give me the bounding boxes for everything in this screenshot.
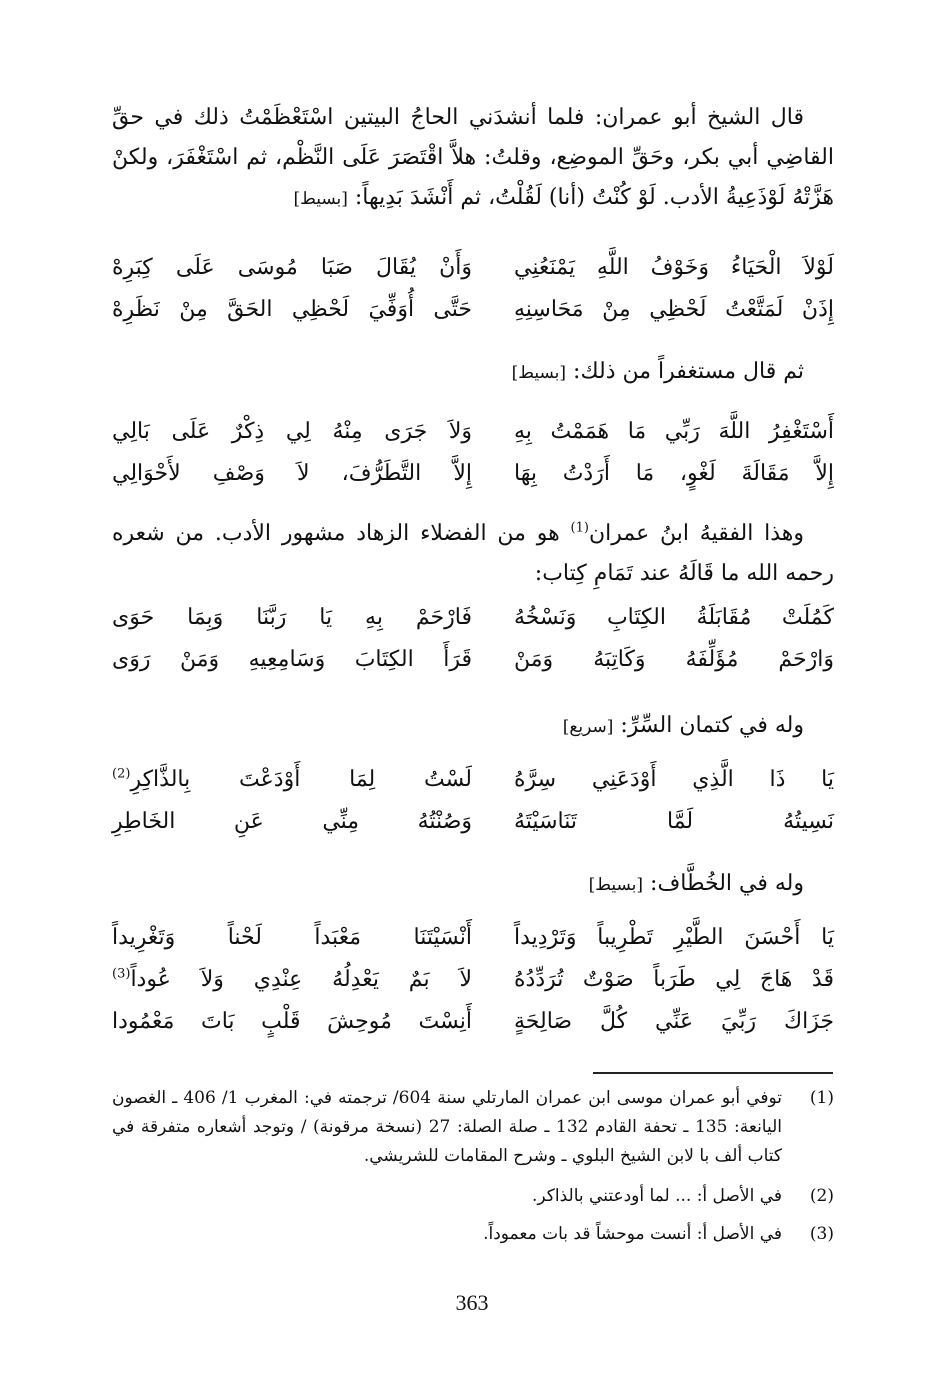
hemistich-text: لَسْتُ لِمَا أَوْدَعْتَ بِالذَّاكِرِ: [130, 767, 472, 792]
meter-label: [بسيط]: [511, 363, 567, 383]
verse-first-hemistich: وَارْحَمْ مُؤَلِّفَهُ وَكَاتِبَهُ وَمَنْ: [514, 647, 834, 672]
intro-text: ثم قال مستغفراً من ذلك:: [573, 359, 804, 384]
footnote-text: في الأصل أ: أنست موحشاً قد بات معموداً.: [483, 1224, 782, 1244]
intro-text: وله في كتمان السِّرِّ:: [620, 713, 804, 738]
verse-line: [112, 802, 834, 842]
verse-first-hemistich: نَسِيتُهُ لَمَّا تَنَاسَيْتَهُ: [514, 809, 834, 834]
verse-line: [112, 454, 834, 494]
footnote-number: (1): [809, 1088, 834, 1108]
verse-second-hemistich: قَرَأَ الكِتَابَ وَسَامِعِيهِ وَمَنْ رَوَى: [112, 647, 472, 672]
verse-line: [112, 598, 834, 638]
meter-label: [بسيط]: [588, 875, 644, 895]
verse-second-hemistich: أَنِسْتَ مُوحِشَ قَلْبٍ بَاتَ مَعْمُودا: [112, 1009, 472, 1034]
verse-second-hemistich: وَلاَ جَرَى مِنْهُ لِي ذِكْرٌ عَلَى بَالِي: [112, 419, 472, 444]
verse-second-hemistich: وَأَنْ يُقَالَ صَبَا مُوسَى عَلَى كِبَرِهْ: [112, 255, 472, 280]
hemistich-text: لاَ بَمٌ يَعْدِلُهُ عِنْدِي وَلاَ عُوداً: [130, 967, 472, 992]
verse-first-hemistich: إِذَنْ لَمَتَّعْتُ لَحْظِي مِنْ مَحَاسِنِهِ: [514, 297, 834, 322]
paragraph-text: قال الشيخ أبو عمران: فلما أنشدَني الحاجُ البيتين اسْتَعْظَمْتُ ذلك في حقِّ القاضِي أبي بكر، وحَقِّ الموضِع، وقلتُ: هلاَّ اقْتَصَرَ عَلَى النَّظْم، ثم اسْتَغْفَرَ، ولكنْ هَزَّتْهُ لَوْذَعِيةُ الأدب. لَوْ كُنْتُ (أنا) لَقُلْتُ، ثم أَنْشَدَ بَدِيهاً:: [112, 105, 834, 210]
verse-second-hemistich: فَارْحَمْ بِهِ يَا رَبَّنَا وَبِمَا حَوَى: [112, 605, 472, 630]
verse-line: [112, 1002, 834, 1042]
footnote-ref: (3): [112, 966, 131, 982]
verse-line: [112, 290, 834, 330]
verse-first-hemistich: كَمُلَتْ مُقَابَلَةُ الكِتَابِ وَنَسْخُهُ: [514, 605, 834, 630]
verse-first-hemistich: يَا ذَا الَّذِي أَوْدَعَنِي سِرَّهُ: [514, 767, 834, 792]
verse-first-hemistich: يَا أَحْسَنَ الطَّيْرِ تَطْرِيباً وَتَرْدِيداً: [514, 925, 834, 950]
meter-label: [بسيط]: [293, 189, 348, 209]
verse-line: [112, 640, 834, 680]
biography-paragraph: [112, 514, 834, 594]
footnote: [112, 1220, 834, 1249]
footnote-text: توفي أبو عمران موسى ابن عمران المارتلي سنة 604/ ترجمته في: المغرب 1/ 406 ـ الغصون اليانعة: 135 ـ تحفة القادم 132 ـ صلة الصلة: 27 (نسخة مرقونة) / وتوجد أشعاره متفرقة في كتاب ألف با لابن الشيخ البلوي ـ وشرح المقامات للشريشي.: [112, 1088, 783, 1166]
verse-second-hemistich: [112, 960, 472, 1000]
verse-second-hemistich: [112, 760, 472, 800]
verse-second-hemistich: وَصُنْتُهُ مِنِّي عَنِ الخَاطِرِ: [112, 809, 472, 834]
verse-first-hemistich: أَسْتَغْفِرُ اللَّهَ رَبِّي مَا هَمَمْتُ بِهِ: [514, 419, 834, 444]
footnote-ref: (2): [112, 766, 131, 782]
footnote-divider: [593, 1072, 833, 1074]
paragraph-text: هو من الفضلاء الزهاد مشهور الأدب. من شعره رحمه الله ما قَالَهُ عند تَمَامِ كِتاب:: [112, 521, 834, 586]
footnote: [112, 1084, 834, 1171]
verse-line: [112, 918, 834, 958]
verse-first-hemistich: جَزَاكَ رَبِّيَ عَنِّي كُلَّ صَالِحَةٍ: [514, 1009, 834, 1034]
footnote-number: (3): [809, 1224, 834, 1244]
verse-line: [112, 412, 834, 452]
footnote-ref: (1): [570, 520, 589, 536]
page-number: 363: [455, 1290, 489, 1315]
verse-line: [112, 248, 834, 288]
poem-intro: [114, 864, 834, 905]
verse-second-hemistich: حَتَّى أُوَفِّيَ لَحْظِي الحَقَّ مِنْ نَظَرِهْ: [112, 297, 472, 322]
verse-second-hemistich: إِلاَّ التَّطَرُّفَ، لاَ وَصْفِ لأَحْوَالِي: [112, 461, 472, 486]
footnote-text: في الأصل أ: ... لما أودعتني بالذاكر.: [532, 1186, 782, 1206]
poem-intro: [114, 706, 834, 747]
verse-line: [112, 760, 834, 800]
verse-first-hemistich: لَوْلاَ الْحَيَاءُ وَخَوْفُ اللَّهِ يَمْنَعُنِي: [514, 255, 834, 280]
meter-label: [سريع]: [562, 717, 614, 737]
verse-line: [112, 960, 834, 1000]
verse-first-hemistich: قَدْ هَاجَ لِي طَرَباً صَوْتٌ تُرَدِّدُهُ: [514, 967, 834, 992]
verse-second-hemistich: أَنْسَيْتَنَا مَعْبَداً لَحْناً وَتَغْرِيداً: [112, 925, 472, 950]
paragraph-text: وهذا الفقيهُ ابنُ عمران: [588, 521, 805, 546]
poem-intro: [114, 352, 834, 393]
opening-paragraph: [112, 98, 834, 219]
verse-first-hemistich: إِلاَّ مَقَالَةَ لَغْوٍ، مَا أَرَدْتُ بِهَا: [514, 461, 834, 486]
footnote-number: (2): [809, 1186, 834, 1206]
footnote: [112, 1182, 834, 1211]
intro-text: وله في الخُطَّاف:: [650, 871, 804, 896]
